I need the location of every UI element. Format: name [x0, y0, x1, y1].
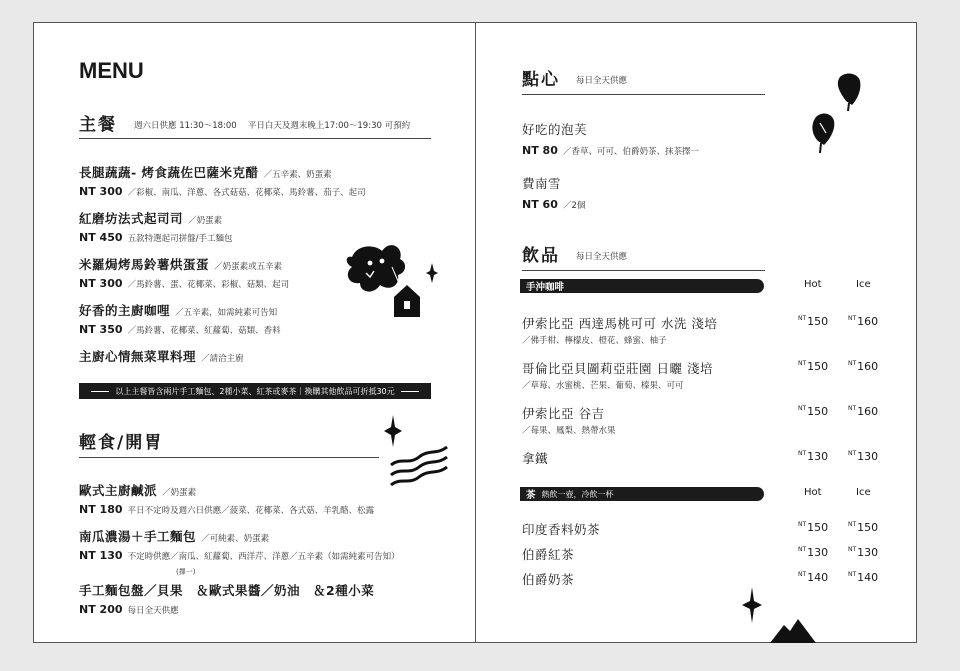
ice-price: $^{NT}$130 — [848, 546, 879, 559]
coffee-item-name: 伊索比亞 谷吉 — [522, 406, 605, 421]
right-menu-page — [475, 22, 917, 643]
coffee-item-name: 拿鐵 — [522, 451, 549, 466]
ice-price: $^{NT}$160 — [848, 405, 879, 418]
light-item: 南瓜濃湯＋手工麵包 ／可純素、奶蛋素 — [79, 529, 270, 544]
main-item-price-line: NT 300 ／彩椒、南瓜、洋蔥、各式菇菇、花椰菜、馬鈴薯、茄子、起司 — [79, 185, 366, 198]
main-course-note: 週六日供應 11:30～18:00 平日白天及週末晚上17:00～19:30 可預約 — [134, 121, 411, 131]
light-item-price-line: NT 130 不定時供應／南瓜、紅蘿蔔、西洋芹、洋蔥／五辛素（如需純素可告知） — [79, 549, 400, 562]
hot-price: $^{NT}$150 — [798, 405, 829, 418]
menu-title: MENU — [79, 58, 144, 83]
coffee-section-bar: 手沖咖啡 — [520, 279, 764, 293]
coffee-item-desc: ／莓果、鳳梨、熱帶水果 — [522, 426, 616, 436]
tea-item-name: 印度香料奶茶 — [522, 522, 601, 537]
dessert-note: 每日全天供應 — [576, 76, 628, 86]
ice-price: $^{NT}$130 — [848, 450, 879, 463]
sparkle-icon — [742, 587, 762, 623]
hot-price: $^{NT}$140 — [798, 571, 829, 584]
ice-price: $^{NT}$140 — [848, 571, 879, 584]
hot-column-header: Hot — [804, 279, 822, 290]
dessert-item: 好吃的泡芙 — [522, 122, 588, 137]
wave-lines-icon — [389, 443, 449, 488]
hot-price: $^{NT}$150 — [798, 360, 829, 373]
drinks-title: 飲品 — [522, 246, 560, 266]
coffee-item-name: 伊索比亞 西達馬桃可可 水洗 淺培 — [522, 316, 718, 331]
choose-one-note: (擇一) — [176, 568, 196, 576]
main-course-banner: 以上主餐皆含兩片手工麵包、2種小菜、紅茶或麥茶｜換購其他飲品可折抵30元 — [79, 383, 431, 399]
main-item: 長腿蔬蔬- 烤食蔬佐巴薩米克醋 ／五辛素、奶蛋素 — [79, 165, 332, 180]
ice-column-header: Ice — [856, 487, 871, 498]
coffee-item-name: 哥倫比亞貝圖莉亞莊園 日曬 淺培 — [522, 361, 713, 376]
dessert-item-price-line: NT 60 ／2個 — [522, 198, 586, 211]
tea-item-name: 伯爵紅茶 — [522, 547, 575, 562]
dessert-divider — [522, 94, 765, 95]
main-item: 米羅焗烤馬鈴薯烘蛋蛋 ／奶蛋素或五辛素 — [79, 257, 283, 272]
light-meal-title: 輕食/開胃 — [79, 433, 164, 453]
main-item-price-line: NT 350 ／馬鈴薯、花椰菜、紅蘿蔔、菇類、香料 — [79, 323, 281, 336]
left-menu-page — [33, 22, 476, 643]
main-item: 紅磨坊法式起司司 ／奶蛋素 — [79, 211, 223, 226]
main-item-price-line: NT 450 五款特選起司拼盤/手工麵包 — [79, 231, 233, 244]
ice-price: $^{NT}$160 — [848, 315, 879, 328]
light-item: 手工麵包盤／貝果 ＆歐式果醬／奶油 ＆2種小菜 — [79, 583, 375, 598]
hot-price: $^{NT}$130 — [798, 450, 829, 463]
hot-column-header: Hot — [804, 487, 822, 498]
dessert-title: 點心 — [522, 70, 560, 90]
main-course-divider — [79, 138, 431, 139]
light-item-price-line: NT 180 平日不定時及週六日供應／菠菜、花椰菜、各式菇、羊乳酪、松露 — [79, 503, 375, 516]
main-item-price-line: NT 300 ／馬鈴薯、蛋、花椰菜、彩椒、菇類、起司 — [79, 277, 290, 290]
hot-price: $^{NT}$130 — [798, 546, 829, 559]
main-course-title: 主餐 — [79, 115, 117, 135]
tea-item-name: 伯爵奶茶 — [522, 572, 575, 587]
popsicle-icon — [806, 71, 866, 161]
house-icon — [392, 283, 422, 319]
hot-price: $^{NT}$150 — [798, 315, 829, 328]
light-item-price-line: NT 200 每日全天供應 — [79, 603, 179, 616]
drinks-note: 每日全天供應 — [576, 252, 628, 262]
ice-price: $^{NT}$160 — [848, 360, 879, 373]
coffee-item-desc: ／草莓、水蜜桃、芒果、葡萄、榛果、可可 — [522, 381, 684, 391]
main-item: 好香的主廚咖哩 ／五辛素，如需純素可告知 — [79, 303, 278, 318]
tea-section-bar: 茶 熱飲一壺，冷飲一杯 — [520, 487, 764, 501]
light-item: 歐式主廚鹹派 ／奶蛋素 — [79, 483, 197, 498]
drinks-divider — [522, 270, 765, 271]
light-meal-divider — [79, 457, 379, 458]
dessert-item-price-line: NT 80 ／香草、可可、伯爵奶茶、抹茶擇一 — [522, 144, 699, 157]
main-item: 主廚心情無菜單料理 ／請洽主廚 — [79, 349, 244, 364]
ice-price: $^{NT}$150 — [848, 521, 879, 534]
dessert-item: 費南雪 — [522, 176, 562, 191]
hot-price: $^{NT}$150 — [798, 521, 829, 534]
ice-column-header: Ice — [856, 279, 871, 290]
mountain-icon — [770, 617, 816, 643]
coffee-item-desc: ／佛手柑、檸檬皮、橙花、蜂蜜、柚子 — [522, 336, 667, 346]
